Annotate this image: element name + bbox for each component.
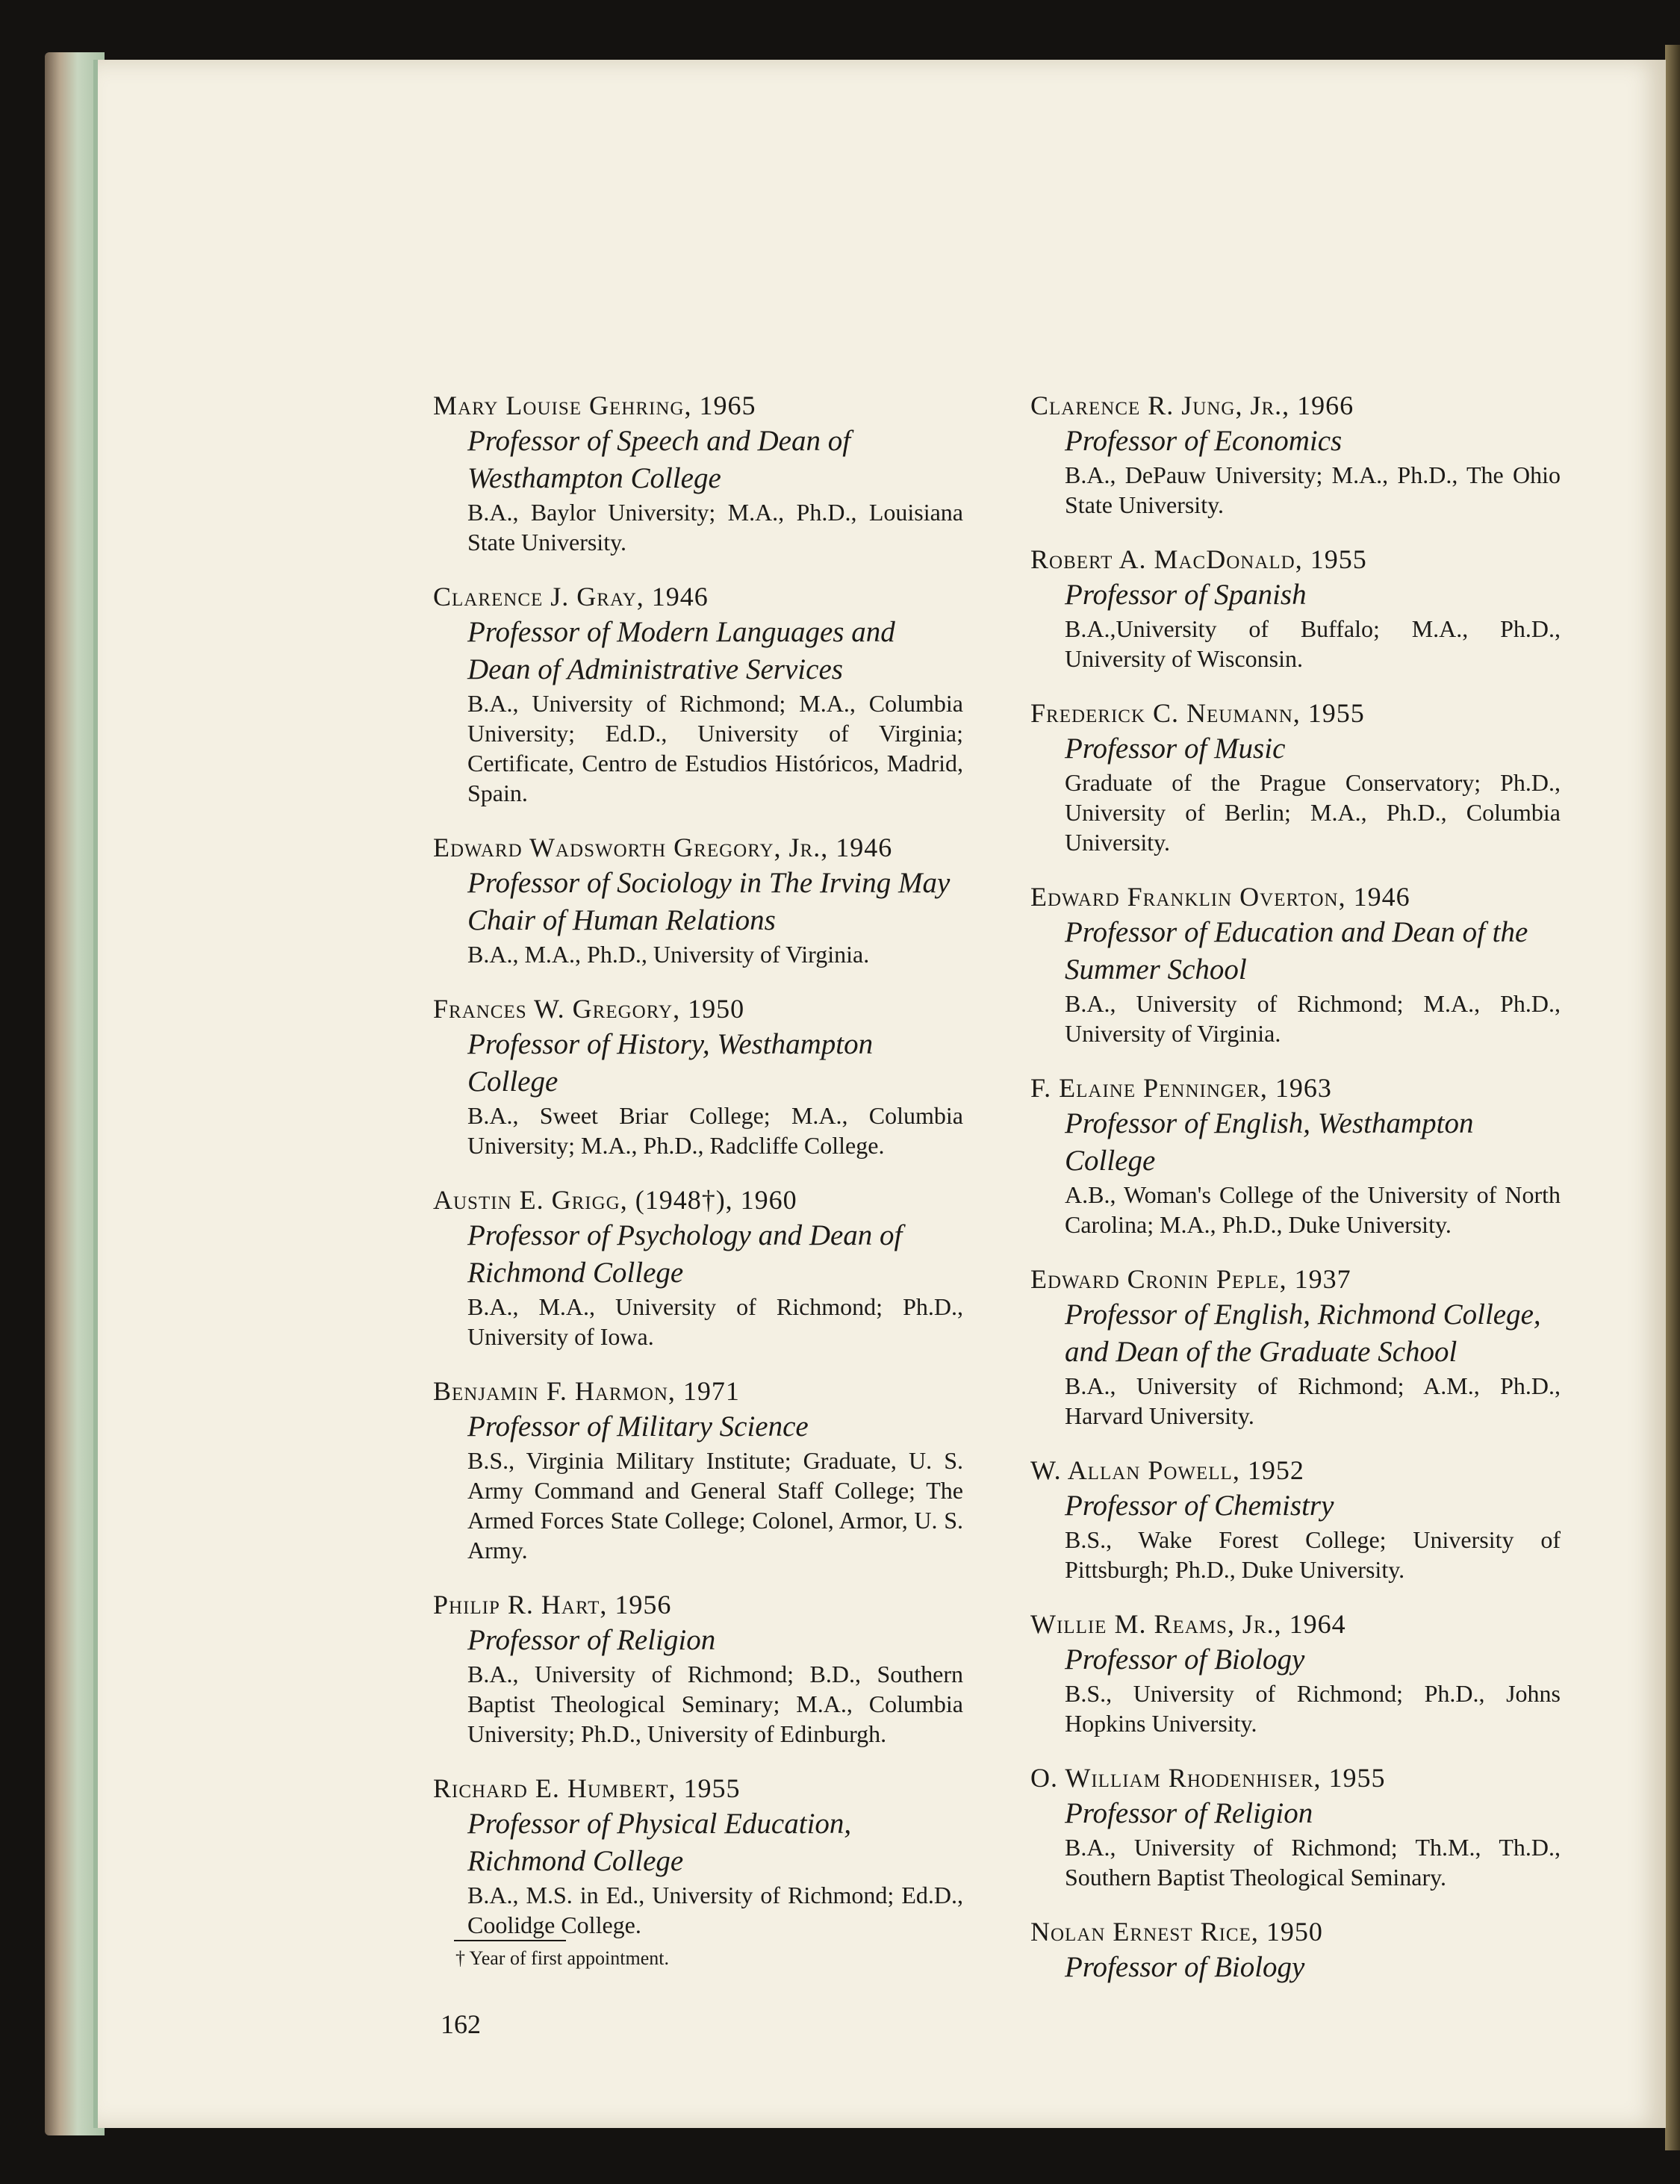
faculty-entry <box>1030 1453 1561 1584</box>
right-column <box>1030 388 1561 2009</box>
faculty-name: Frederick C. Neumann, 1955 <box>1030 698 1365 728</box>
faculty-degrees: B.A., M.A., Ph.D., University of Virginia. <box>467 941 870 968</box>
faculty-name: Willie M. Reams, Jr., 1964 <box>1030 1609 1346 1639</box>
footnote-divider <box>454 1940 566 1941</box>
faculty-name: Edward Franklin Overton, 1946 <box>1030 882 1410 912</box>
faculty-entry <box>433 1587 963 1749</box>
faculty-name: Clarence R. Jung, Jr., 1966 <box>1030 391 1354 420</box>
faculty-degrees: B.A., University of Richmond; B.D., Southern Baptist Theological Seminary; M.A., Columbia University; Ph.D., University of Edinburgh. <box>467 1661 963 1747</box>
faculty-entry <box>433 1374 963 1565</box>
faculty-name: Benjamin F. Harmon, 1971 <box>433 1376 740 1406</box>
faculty-title: Professor of Physical Education, Richmond College <box>467 1808 852 1877</box>
faculty-degrees: B.A., M.A., University of Richmond; Ph.D., University of Iowa. <box>467 1293 963 1350</box>
faculty-entry <box>433 579 963 808</box>
book-spine-edge <box>1665 45 1680 2150</box>
faculty-entry <box>433 992 963 1160</box>
faculty-entry <box>1030 696 1561 857</box>
faculty-entry <box>1030 1071 1561 1239</box>
faculty-title: Professor of Biology <box>1065 1643 1305 1676</box>
faculty-degrees: B.A., M.S. in Ed., University of Richmond; Ed.D., Coolidge College. <box>467 1882 963 1938</box>
faculty-degrees: Graduate of the Prague Conservatory; Ph.D., University of Berlin; M.A., Ph.D., Columbia University. <box>1065 769 1561 856</box>
faculty-degrees: B.A., University of Richmond; A.M., Ph.D., Harvard University. <box>1065 1372 1561 1429</box>
faculty-name: Mary Louise Gehring, 1965 <box>433 391 756 420</box>
faculty-entry <box>433 1771 963 1940</box>
faculty-degrees: B.S., University of Richmond; Ph.D., Johns Hopkins University. <box>1065 1680 1561 1737</box>
faculty-title: Professor of Sociology in The Irving May Chair of Human Relations <box>467 867 951 936</box>
faculty-degrees: A.B., Woman's College of the University of North Carolina; M.A., Ph.D., Duke University. <box>1065 1181 1561 1238</box>
faculty-title: Professor of English, Richmond College, and Dean of the Graduate School <box>1065 1298 1541 1368</box>
footnote: † Year of first appointment. <box>455 1947 669 1969</box>
faculty-title: Professor of Speech and Dean of Westhampton College <box>467 425 851 494</box>
faculty-title: Professor of Music <box>1065 732 1286 765</box>
faculty-degrees: B.S., Virginia Military Institute; Graduate, U. S. Army Command and General Staff College; The Armed Forces State College; Colonel, Armor, U. S. Army. <box>467 1447 963 1564</box>
faculty-entry <box>1030 1761 1561 1892</box>
faculty-degrees: B.A.,University of Buffalo; M.A., Ph.D., University of Wisconsin. <box>1065 615 1561 672</box>
faculty-entry <box>1030 542 1561 673</box>
faculty-entry <box>1030 1914 1561 1986</box>
faculty-name: Austin E. Grigg, (1948†), 1960 <box>433 1185 797 1215</box>
faculty-name: Philip R. Hart, 1956 <box>433 1590 672 1620</box>
faculty-title: Professor of Spanish <box>1065 579 1307 611</box>
faculty-entry <box>433 1183 963 1351</box>
faculty-degrees: B.A., University of Richmond; M.A., Ph.D., University of Virginia. <box>1065 990 1561 1047</box>
faculty-degrees: B.A., Sweet Briar College; M.A., Columbia University; M.A., Ph.D., Radcliffe College. <box>467 1102 963 1159</box>
faculty-degrees: B.S., Wake Forest College; University of Pittsburgh; Ph.D., Duke University. <box>1065 1526 1561 1583</box>
faculty-title: Professor of Modern Languages and Dean of Administrative Services <box>467 616 895 685</box>
faculty-name: W. Allan Powell, 1952 <box>1030 1455 1304 1485</box>
faculty-title: Professor of Psychology and Dean of Richmond College <box>467 1219 903 1289</box>
faculty-name: Robert A. MacDonald, 1955 <box>1030 544 1367 574</box>
faculty-title: Professor of Military Science <box>467 1410 809 1443</box>
faculty-title: Professor of English, Westhampton College <box>1065 1107 1474 1177</box>
faculty-entry <box>1030 388 1561 520</box>
faculty-degrees: B.A., DePauw University; M.A., Ph.D., The Ohio State University. <box>1065 461 1561 518</box>
faculty-title: Professor of Religion <box>467 1624 716 1656</box>
faculty-name: Clarence J. Gray, 1946 <box>433 582 709 612</box>
faculty-entry <box>433 388 963 557</box>
faculty-title: Professor of Biology <box>1065 1951 1305 1983</box>
faculty-title: Professor of Religion <box>1065 1797 1313 1829</box>
faculty-name: Frances W. Gregory, 1950 <box>433 994 745 1024</box>
faculty-title: Professor of Chemistry <box>1065 1490 1334 1522</box>
faculty-entry <box>433 830 963 969</box>
left-column <box>433 388 963 1962</box>
page-number: 162 <box>441 2009 481 2039</box>
faculty-degrees: B.A., University of Richmond; Th.M., Th.D., Southern Baptist Theological Seminary. <box>1065 1834 1561 1891</box>
faculty-name: Edward Cronin Peple, 1937 <box>1030 1264 1351 1294</box>
faculty-title: Professor of Education and Dean of the Summer School <box>1065 916 1528 986</box>
faculty-degrees: B.A., Baylor University; M.A., Ph.D., Louisiana State University. <box>467 499 963 556</box>
faculty-entry <box>1030 1262 1561 1431</box>
faculty-entry <box>1030 1607 1561 1738</box>
faculty-name: Edward Wadsworth Gregory, Jr., 1946 <box>433 833 893 862</box>
faculty-degrees: B.A., University of Richmond; M.A., Columbia University; Ed.D., University of Virginia; Certificate, Centro de Estudios Históricos, Madrid, Spain. <box>467 690 963 806</box>
faculty-title: Professor of History, Westhampton College <box>467 1028 874 1098</box>
faculty-entry <box>1030 880 1561 1048</box>
faculty-title: Professor of Economics <box>1065 425 1343 457</box>
faculty-name: F. Elaine Penninger, 1963 <box>1030 1073 1332 1103</box>
faculty-name: O. William Rhodenhiser, 1955 <box>1030 1763 1386 1793</box>
faculty-name: Richard E. Humbert, 1955 <box>433 1773 741 1803</box>
faculty-name: Nolan Ernest Rice, 1950 <box>1030 1917 1323 1947</box>
